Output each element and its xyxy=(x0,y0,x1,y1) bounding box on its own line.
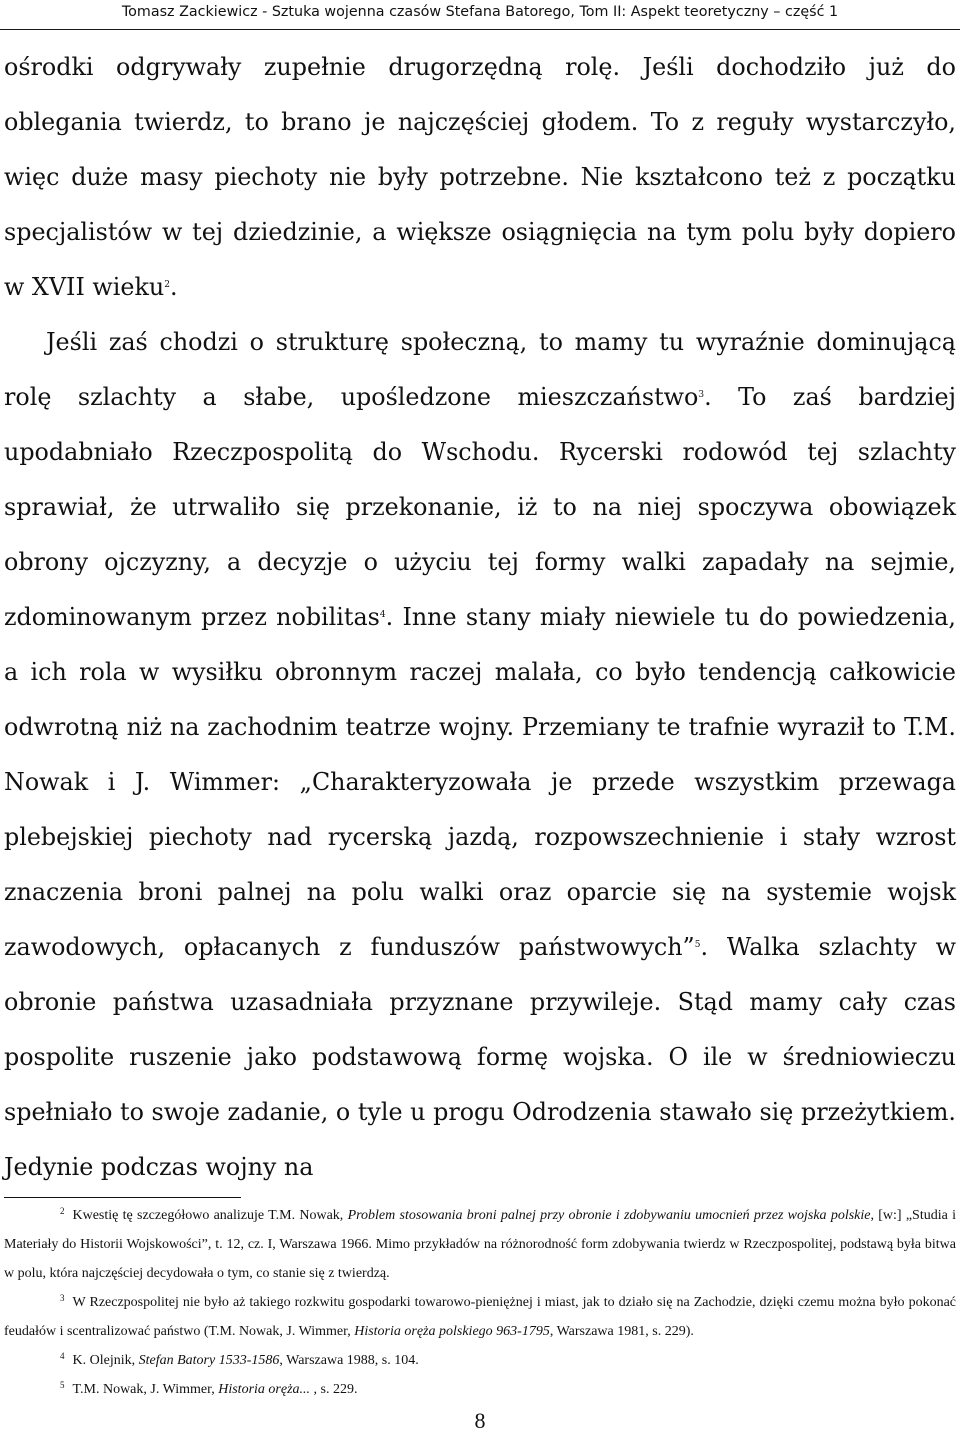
cited-title: Problem stosowania broni palnej przy obronie i zdobywaniu umocnień przez wojska polskie xyxy=(347,1208,871,1223)
paragraph-text: ośrodki odgrywały zupełnie drugorzędną rolę. Jeśli dochodziło już do oblegania twierdz, to brano je najczęściej głodem. To z reguły wystarczyło, więc duże masy piechoty nie były potrzebne. Nie kształcono też z początku specjalistów w tej dziedzinie, a większe osiągnięcia na tym polu były dopiero w XVII wieku xyxy=(4,53,956,301)
footnote-text: W Rzeczpospolitej nie było aż takiego rozkwitu gospodarki towarowo-pieniężnej i miast, jak to działo się na Zachodzie, dzięki czemu można było pokonać feudałów i scentralizować państwo (T.M. Nowak, J. Wimmer, xyxy=(4,1295,956,1339)
paragraph-text: . To zaś bardziej upodabniało Rzeczpospolitą do Wschodu. Rycerski rodowód tej szlachty sprawiał, że utrwaliło się przekonanie, iż to na niej spoczywa obowiązek obrony ojczyzny, a decyzje o użyciu tej formy walki zapadały na sejmie, zdominowanym przez nobilitas xyxy=(4,383,956,631)
footnote-ref[interactable]: 5 xyxy=(694,940,701,950)
running-header xyxy=(0,0,960,30)
paragraph-text: Jeśli zaś chodzi o strukturę społeczną, to mamy tu wyraźnie dominującą rolę szlachty a słabe, upośledzone mieszczaństwo xyxy=(4,328,956,411)
footnote-text: , Warszawa 1988, s. 104. xyxy=(279,1353,419,1368)
footnote-ref[interactable]: 2 xyxy=(164,280,170,290)
footnote-text: Kwestię tę szczegółowo analizuje T.M. Nowak, xyxy=(72,1208,348,1223)
footnote-ref[interactable]: 3 xyxy=(698,390,705,400)
footnote-text: , s. 229. xyxy=(310,1382,358,1397)
footnote-text: K. Olejnik, xyxy=(72,1353,139,1368)
paragraph-text: . Inne stany miały niewiele tu do powiedzenia, a ich rola w wysiłku obronnym raczej malała, co było tendencją całkowicie odwrotną niż na zachodnim teatrze wojny. Przemiany te trafnie wyraził to T.M. Nowak i J. Wimmer: „Charakteryzowała je przede wszystkim przewaga plebejskiej piechoty nad rycerską jazdą, rozpowszechnienie i stały wzrost znaczenia broni palnej na polu walki oraz oparcie się na systemie wojsk zawodowych, opłacanych z funduszów państwowych” xyxy=(4,603,956,961)
cited-title: Historia oręża polskiego 963-1795 xyxy=(354,1324,550,1339)
footnote-number: 4 xyxy=(60,1351,65,1361)
footnote-4 xyxy=(4,1346,956,1375)
footnote-number: 5 xyxy=(60,1380,65,1390)
footnote-2 xyxy=(4,1201,956,1288)
cited-title: Stefan Batory 1533-1586 xyxy=(138,1353,280,1368)
main-text xyxy=(4,40,956,1195)
page-number: 8 xyxy=(474,1408,486,1433)
paragraph xyxy=(4,315,956,1195)
footnote-5 xyxy=(4,1375,956,1404)
footnote-text: , Warszawa 1981, s. 229). xyxy=(549,1324,694,1339)
paragraph xyxy=(4,40,956,315)
footnote-ref[interactable]: 4 xyxy=(379,610,386,620)
footnote-text: , [w:] „Studia i Materiały do Historii Wojskowości”, t. 12, cz. I, Warszawa 1966. Mimo przykładów na różnorodność form zdobywania twierdz w Rzeczpospolitej, podstawą była bitwa w polu, która najczęściej decydowała o tym, co stanie się z twierdzą. xyxy=(4,1208,956,1281)
footnote-number: 2 xyxy=(60,1206,65,1216)
paragraph-text: . Walka szlachty w obronie państwa uzasadniała przyznane przywileje. Stąd mamy cały czas pospolite ruszenie jako podstawową formę wojska. O ile w średniowieczu spełniało to swoje zadanie, o tyle u progu Odrodzenia stawało się przeżytkiem. Jedynie podczas wojny na xyxy=(4,933,956,1181)
running-title: Tomasz Zackiewicz - Sztuka wojenna czasów Stefana Batorego, Tom II: Aspekt teoretyczny – część 1 xyxy=(121,4,839,20)
footnote-number: 3 xyxy=(60,1293,65,1303)
paragraph-text: . xyxy=(169,273,178,301)
footnote-separator xyxy=(4,1197,241,1198)
footnote-text: T.M. Nowak, J. Wimmer, xyxy=(72,1382,219,1397)
cited-title: Historia oręża... xyxy=(218,1382,311,1397)
footnotes xyxy=(4,1201,956,1404)
footnote-3 xyxy=(4,1288,956,1346)
